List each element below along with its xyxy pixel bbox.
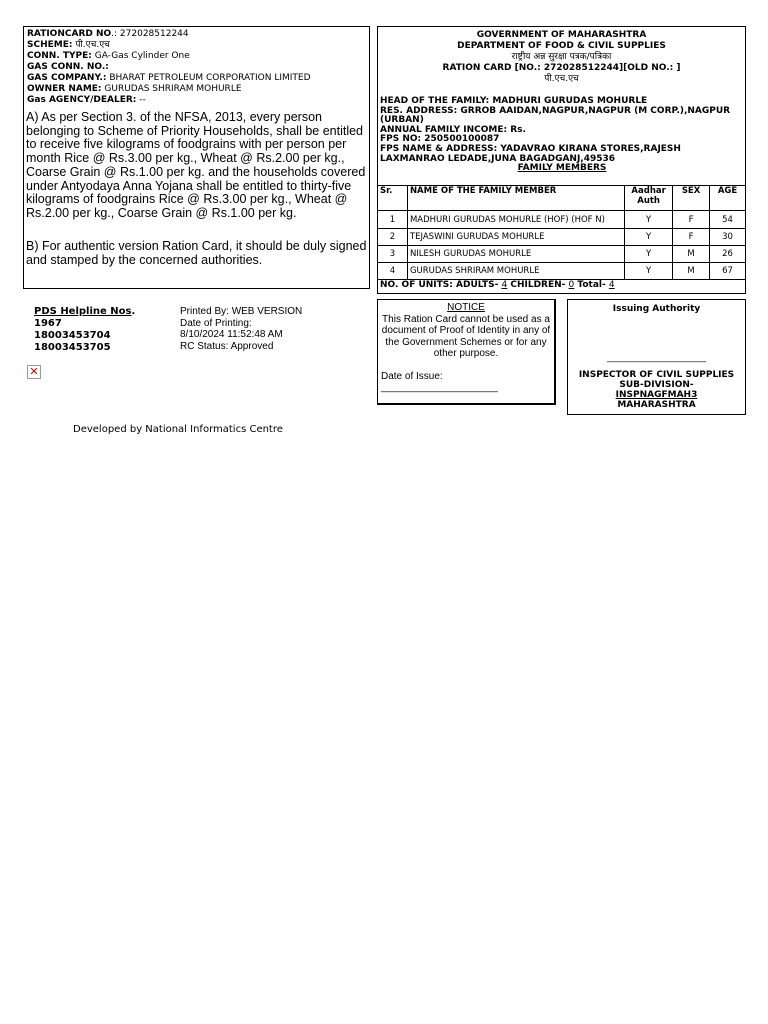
authenticity-text: B) For authentic version Ration Card, it should be duly signed and stamped by the concerned authorities.	[26, 239, 367, 267]
date-of-printing-label: Date of Printing:	[180, 317, 252, 329]
signature-line: ______________________	[607, 353, 706, 363]
helpline-title: PDS Helpline Nos.	[34, 306, 136, 317]
print-info	[180, 306, 302, 352]
date-of-issue-line: _____________________	[381, 382, 498, 393]
col-header-age: AGE	[710, 186, 746, 211]
cell-sr: 2	[378, 229, 408, 246]
family-info	[380, 97, 744, 174]
cell-age: 26	[710, 246, 746, 263]
helpline-number: 1967	[34, 318, 62, 329]
notice-title: NOTICE	[447, 302, 485, 313]
date-of-issue-label: Date of Issue:	[381, 370, 443, 382]
authority-line1: INSPECTOR OF CIVIL SUPPLIES	[578, 370, 735, 380]
printed-by: Printed By: WEB VERSION	[180, 306, 303, 317]
family-members-heading: FAMILY MEMBERS	[517, 163, 607, 174]
res-address-line1: RES. ADDRESS: GRROB AAIDAN,NAGPUR,NAGPUR (M CORP.),NAGPUR	[380, 105, 731, 116]
cell-sex: F	[673, 211, 710, 229]
cell-aadhar: Y	[625, 211, 673, 229]
cell-sr: 3	[378, 246, 408, 263]
children-count: 0	[568, 280, 575, 290]
cell-sex: M	[673, 263, 710, 280]
family-members-table	[377, 185, 746, 280]
units-summary: NO. OF UNITS: ADULTS- 4 CHILDREN- 0 Total- 4	[380, 280, 615, 290]
cell-sr: 1	[378, 211, 408, 229]
conn-type-row: CONN. TYPE: GA-Gas Cylinder One	[27, 51, 190, 61]
authority-details	[568, 370, 745, 410]
fps-number: FPS NO: 250500100087	[380, 134, 500, 145]
issuing-authority-box	[567, 299, 746, 415]
authority-line4: MAHARASHTRA	[617, 400, 696, 410]
table-row	[378, 229, 746, 246]
res-address-line2: (URBAN)	[380, 115, 424, 126]
issuing-authority-title: Issuing Authority	[612, 304, 701, 314]
scheme-hindi: पी.एच.एच	[544, 74, 579, 84]
authority-line3: INSPNAGFMAH3	[615, 390, 698, 400]
nfsa-entitlement-text: A) As per Section 3. of the NFSA, 2013, every person belonging to Scheme of Priority Households, shall be entitled to receive five kilograms of foodgrains with per person per month Rice @ Rs.3.00 per kg., Wheat @ Rs.2.00 per kg., Coarse Grain @ Rs.1.00 per kg. and the households covered under Antyodaya Anna Yojana shall be entitled to thirty-five kilograms of foodgrains Rice @ Rs.3.00 per kg., Wheat @ Rs.2.00 per kg., Coarse Grain @ Rs.1.00 per kg.	[26, 110, 366, 220]
helpline-number: 18003453704	[34, 330, 111, 341]
cell-name: NILESH GURUDAS MOHURLE	[407, 246, 624, 263]
dept-title: DEPARTMENT OF FOOD & CIVIL SUPPLIES	[457, 41, 666, 51]
annual-income: ANNUAL FAMILY INCOME: Rs.	[380, 124, 526, 135]
cell-age: 30	[710, 229, 746, 246]
col-header-aadhar: Aadhar Auth	[625, 186, 673, 211]
developed-by: Developed by National Informatics Centre	[73, 424, 283, 435]
cell-name: GURUDAS SHRIRAM MOHURLE	[407, 263, 624, 280]
cell-sex: F	[673, 229, 710, 246]
cell-sex: M	[673, 246, 710, 263]
table-row	[378, 211, 746, 229]
notice-body: This Ration Card cannot be used as a document of Proof of Identity in any of the Government Schemes or for any other purpose.	[381, 313, 551, 359]
govt-title: GOVERNMENT OF MAHARASHTRA	[476, 30, 647, 40]
cell-name: MADHURI GURUDAS MOHURLE (HOF) (HOF N)	[407, 211, 624, 229]
card-meta	[27, 29, 367, 106]
rationcard-row: RATIONCARD NO.: 272028512244	[27, 29, 189, 39]
card-title-hindi: राष्ट्रीय अन्न सुरक्षा पत्रक/पत्रिका	[511, 52, 612, 62]
owner-row: OWNER NAME: GURUDAS SHRIRAM MOHURLE	[27, 84, 242, 94]
cell-age: 67	[710, 263, 746, 280]
agency-row: Gas AGENCY/DEALER: --	[27, 95, 146, 105]
authority-line2: SUB-DIVISION-	[619, 380, 694, 390]
fps-address-line1: FPS NAME & ADDRESS: YADAVRAO KIRANA STORES,RAJESH	[380, 143, 681, 154]
ration-card-box	[377, 26, 746, 294]
gas-company-row: GAS COMPANY.: BHARAT PETROLEUM CORPORATION LIMITED	[27, 73, 311, 83]
adults-count: 4	[501, 280, 508, 290]
col-header-sr: Sr.	[378, 186, 408, 211]
card-number-title: RATION CARD [NO.: 272028512244][OLD NO.: ]	[442, 63, 681, 73]
cell-aadhar: Y	[625, 229, 673, 246]
cell-aadhar: Y	[625, 263, 673, 280]
cell-sr: 4	[378, 263, 408, 280]
scheme-row: SCHEME: पी.एच.एच	[27, 40, 110, 50]
table-row	[378, 263, 746, 280]
date-of-printing-value: 8/10/2024 11:52:48 AM	[180, 329, 283, 340]
card-info-box	[23, 26, 370, 289]
notice-box	[377, 299, 556, 405]
rc-status: RC Status: Approved	[180, 340, 274, 352]
fps-address-line2: LAXMANRAO LEDADE,JUNA BAGADGANJ,49536	[380, 153, 616, 164]
helpline-block	[34, 306, 135, 354]
card-header	[378, 30, 745, 85]
broken-image-icon: ✕	[27, 365, 41, 379]
rationcard-number: 272028512244	[119, 29, 189, 39]
table-header-row	[378, 186, 746, 211]
cell-name: TEJASWINI GURUDAS MOHURLE	[407, 229, 624, 246]
head-of-family: HEAD OF THE FAMILY: MADHURI GURUDAS MOHURLE	[380, 96, 648, 106]
table-row	[378, 246, 746, 263]
col-header-sex: SEX	[673, 186, 710, 211]
helpline-number: 18003453705	[34, 342, 111, 353]
cell-aadhar: Y	[625, 246, 673, 263]
total-count: 4	[608, 280, 615, 290]
cell-age: 54	[710, 211, 746, 229]
col-header-name: NAME OF THE FAMILY MEMBER	[407, 186, 624, 211]
gas-conn-row: GAS CONN. NO.:	[27, 62, 109, 72]
